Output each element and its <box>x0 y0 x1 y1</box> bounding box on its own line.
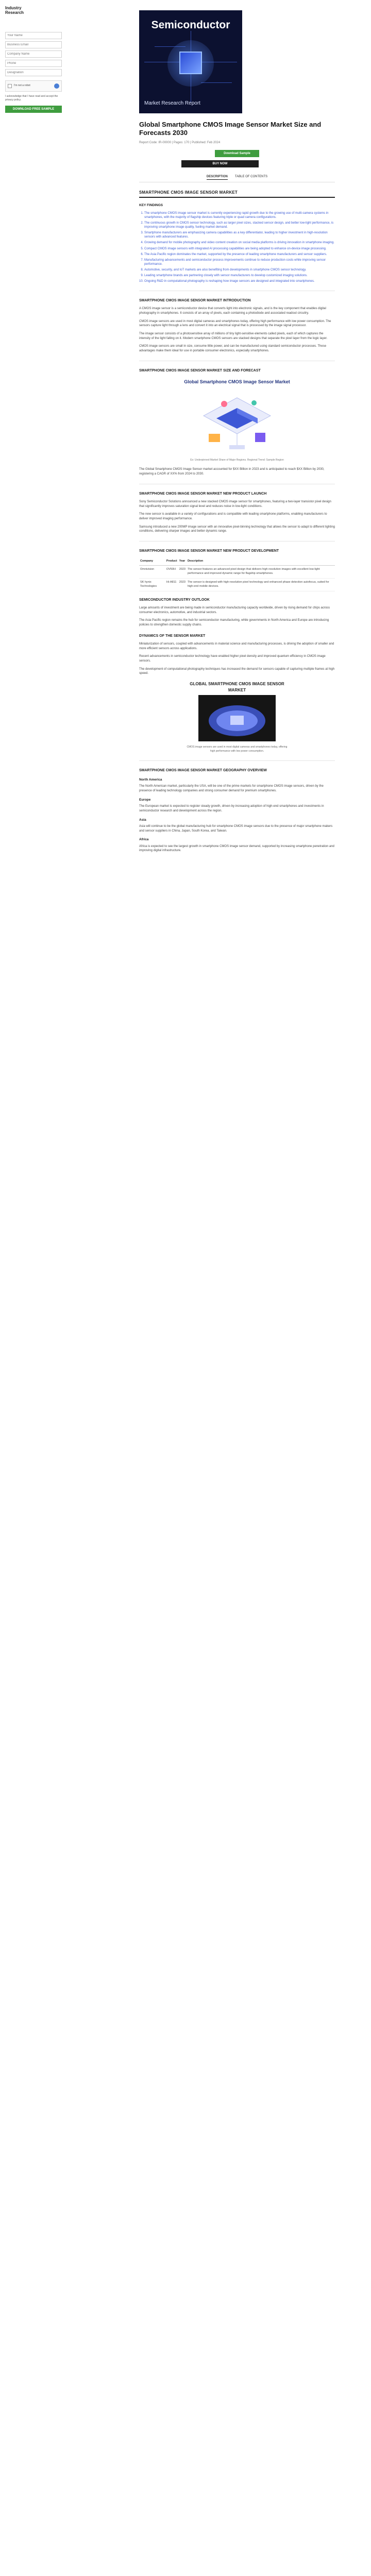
key-findings-title: KEY FINDINGS <box>139 204 163 208</box>
region-title: Europe <box>139 798 151 802</box>
paragraph: Large amounts of investment are being made in semiconductor manufacturing capacity worldwide, driven by rising demand for chips across consumer electronics, automotive, and industrial sectors. <box>139 606 330 614</box>
company-field[interactable] <box>5 50 62 58</box>
cover-subtitle: Market Research Report <box>144 100 200 106</box>
column-header: Company <box>139 558 165 565</box>
paragraph: CMOS image sensors are small in size, consume little power, and can be manufactured using standard semiconductor processes. These advantages make them ideal for use in portable consumer electronics, especially smartphones. <box>139 345 327 353</box>
buy-now-button[interactable]: BUY NOW <box>181 160 259 167</box>
paragraph: CMOS image sensors are used in most digital cameras and smartphones today, offering high performance with low power consumption. The sensors capture light through a lens and convert it into an electrical signal that is processed by the image signal processor. <box>139 319 331 328</box>
paragraph: The European market is expected to register steady growth, driven by increasing adoption of high-end smartphones and investments in semiconductor research and development across the region. <box>139 805 324 812</box>
table-cell: The sensor features an advanced pixel design that delivers high resolution images with excellent low-light performance and improved dynamic range for flagship smartphones. <box>187 566 335 579</box>
column-header: Description <box>187 558 335 565</box>
paragraph: The North American market, particularly the USA, will be one of the prime markets for smartphone CMOS image sensors, driven by the presence of leading technology companies and strong consumer demand for premium smartphones. <box>139 785 324 793</box>
table-cell: 2023 <box>178 579 187 591</box>
paragraph: Sony Semiconductor Solutions announced a new stacked CMOS image sensor for smartphones, featuring a two-layer transistor pixel design that significantly improves saturation signal level and reduces noise in low-light conditions. <box>139 500 331 508</box>
list-item: 8. Automotive, security, and IoT markets are also benefiting from developments in smartphone CMOS sensor technology. <box>144 268 335 272</box>
captcha-checkbox[interactable] <box>8 84 12 88</box>
paragraph: Recent advancements in semiconductor technology have enabled higher pixel density and improved quantum efficiency in CMOS image sensors. <box>139 655 326 663</box>
paragraph: Miniaturization of sensors, coupled with advancements in material science and manufacturing processes, is driving the adoption of smaller and more efficient sensors across applications. <box>139 642 334 650</box>
report-meta: Report Code: IR-00000 | Pages: 170 | Published: Feb 2024 <box>139 141 221 144</box>
launch-title: SMARTPHONE CMOS IMAGE SENSOR MARKET NEW PRODUCT LAUNCH <box>139 492 267 496</box>
isometric-illustration <box>193 387 281 454</box>
tab-table-of-contents[interactable]: TABLE OF CONTENTS <box>234 175 268 179</box>
list-item: 1. The smartphone CMOS image sensor market is currently experiencing rapid growth due to the growing use of multi-camera systems in smartphones, with the majority of flagship devices featuring triple or quad camera configurations. <box>144 211 335 219</box>
report-cover-image <box>139 10 242 113</box>
table-cell: The sensor is designed with high-resolution pixel technology and enhanced phase detection autofocus, suited for high-end mobile devices. <box>187 579 335 591</box>
key-findings-list <box>139 211 335 283</box>
sensor-wafer-image <box>198 695 276 741</box>
brand-line2: Research <box>5 10 24 15</box>
download-sample-cta[interactable]: Download Sample <box>215 150 259 157</box>
paragraph: Africa is expected to see the largest growth in smartphone CMOS image sensor demand, supported by increasing smartphone penetration and improving digital infrastructure. <box>139 844 334 853</box>
figure-caption: Ex: Underpinned Market Share of Major Regions. Regional Trend: Sample Region <box>190 459 284 462</box>
paragraph: Samsung introduced a new 200MP image sensor with an innovative pixel-binning technology that allows the sensor to adapt to different lighting conditions, delivering sharper images and better dynamic range. <box>139 525 335 533</box>
list-item: 6. The Asia Pacific region dominates the market, supported by the presence of leading smartphone manufacturers and sensor suppliers. <box>144 252 335 257</box>
designation-field[interactable] <box>5 69 62 76</box>
intro-title: SMARTPHONE CMOS IMAGE SENSOR MARKET INTRODUCTION <box>139 299 251 303</box>
table-cell: 2023 <box>178 566 187 579</box>
sample-request-form <box>5 32 62 113</box>
market-figure <box>139 379 335 462</box>
paragraph: Asia will continue to be the global manufacturing hub for smartphone CMOS image sensors due to the presence of major smartphone makers and sensor suppliers in China, Japan, South Korea, and Taiwan. <box>139 825 333 833</box>
wafer-figure-title: GLOBAL SMARTPHONE CMOS IMAGE SENSOR MARKET <box>190 682 284 692</box>
wafer-figure <box>185 681 289 753</box>
report-tabs <box>139 175 335 182</box>
brand-logo[interactable] <box>5 6 24 15</box>
brand-line1: Industry <box>5 6 22 10</box>
paragraph: The new sensor is available in a variety of configurations and is compatible with leading smartphone platforms, enabling manufacturers to deliver improved imaging performance. <box>139 513 327 520</box>
list-item: 7. Manufacturing advancements and semiconductor process improvements continue to reduce production costs while improving sensor performance. <box>144 258 335 266</box>
table-cell: Hi-A811 <box>165 579 178 591</box>
name-field[interactable] <box>5 32 62 39</box>
list-item: 5. Compact CMOS image sensors with integrated AI processing capabilities are being adopted to enhance on-device image processing. <box>144 247 335 251</box>
table-cell: Omnivision <box>139 566 165 579</box>
tab-description[interactable]: DESCRIPTION <box>207 175 228 180</box>
list-item: 10. Ongoing R&D in computational photography is reshaping how image sensors are designed and integrated into smartphones. <box>144 279 335 283</box>
development-title: SMARTPHONE CMOS IMAGE SENSOR MARKET NEW PRODUCT DEVELOPMENT <box>139 549 279 553</box>
development-table <box>139 558 335 591</box>
captcha-widget[interactable] <box>5 80 62 92</box>
geography-title: SMARTPHONE CMOS IMAGE SENSOR MARKET GEOGRAPHY OVERVIEW <box>139 768 267 772</box>
region-title: Africa <box>139 838 149 842</box>
region-title: Asia <box>139 818 146 822</box>
recaptcha-icon <box>54 83 59 89</box>
figure-title: Global Smartphone CMOS Image Sensor Market <box>184 379 290 384</box>
market-title: SMARTPHONE CMOS IMAGE SENSOR MARKET <box>139 190 335 198</box>
table-cell: SK hynix Technologies <box>139 579 165 591</box>
phone-field[interactable] <box>5 60 62 67</box>
cover-title: Semiconductor <box>151 19 230 31</box>
paragraph: The image sensor consists of a photosensitive array of millions of tiny light-sensitive elements called pixels, each of which captures the intensity of the light falling on it. Modern smartphone CMOS sensors are stacked designs that separate the pixel layer from the logic layer. <box>139 332 328 340</box>
list-item: 4. Growing demand for mobile photography and video content creation on social media platforms is driving innovation in smartphone imaging. <box>144 241 335 245</box>
table-cell: OV50H <box>165 566 178 579</box>
paragraph: The Global Smartphone CMOS Image Sensor market accounted for $XX Billion in 2023 and is anticipated to reach $XX Billion by 2030, registering a CAGR of XX% from 2024 to 2030. <box>139 468 325 476</box>
dynamics-title: DYNAMICS OF THE SENSOR MARKET <box>139 634 206 638</box>
wafer-caption: CMOS image sensors are used in most digital cameras and smartphones today, offering high performance with low power consumption. <box>187 745 288 753</box>
list-item: 3. Smartphone manufacturers are emphasizing camera capabilities as a key differentiator, leading to higher investment in high-resolution sensors with advanced features. <box>144 231 335 239</box>
report-title: Global Smartphone CMOS Image Sensor Market Size and Forecasts 2030 <box>139 121 322 137</box>
paragraph: The development of computational photography techniques has increased the demand for sensors capable of capturing multiple frames at high speed. <box>139 667 335 675</box>
captcha-label: I'm not a robot <box>14 84 30 88</box>
table-row <box>139 579 335 591</box>
list-item: 9. Leading smartphone brands are partnering closely with sensor manufacturers to develop customized imaging solutions. <box>144 274 335 278</box>
chip-icon <box>179 52 202 74</box>
list-item: 2. The continuous growth in CMOS sensor technology, such as larger pixel sizes, stacked sensor design, and better low-light performance, is improving smartphone image quality, fueling market demand. <box>144 221 335 229</box>
column-header: Year <box>178 558 187 565</box>
column-header: Product <box>165 558 178 565</box>
consent-text: I acknowledge that I have read and accept the privacy policy. <box>5 95 58 102</box>
table-row <box>139 566 335 579</box>
paragraph: The Asia Pacific region remains the hub for semiconductor manufacturing, while governments in North America and Europe are introducing policies to strengthen domestic supply chains. <box>139 619 329 627</box>
main-content <box>139 10 335 857</box>
region-title: North America <box>139 777 162 782</box>
outlook-title: SEMICONDUCTOR INDUSTRY OUTLOOK <box>139 598 210 602</box>
paragraph: A CMOS image sensor is a semiconductor device that converts light into electronic signals, and is the key component that enables digital photography in smartphones. It consists of an array of pixels, each containing a photodiode and associated readout circuitry. <box>139 307 326 315</box>
size-forecast-title: SMARTPHONE CMOS IMAGE SENSOR MARKET SIZE AND FORECAST <box>139 368 261 372</box>
email-field[interactable] <box>5 41 62 48</box>
download-sample-button[interactable]: DOWNLOAD FREE SAMPLE <box>5 106 62 113</box>
